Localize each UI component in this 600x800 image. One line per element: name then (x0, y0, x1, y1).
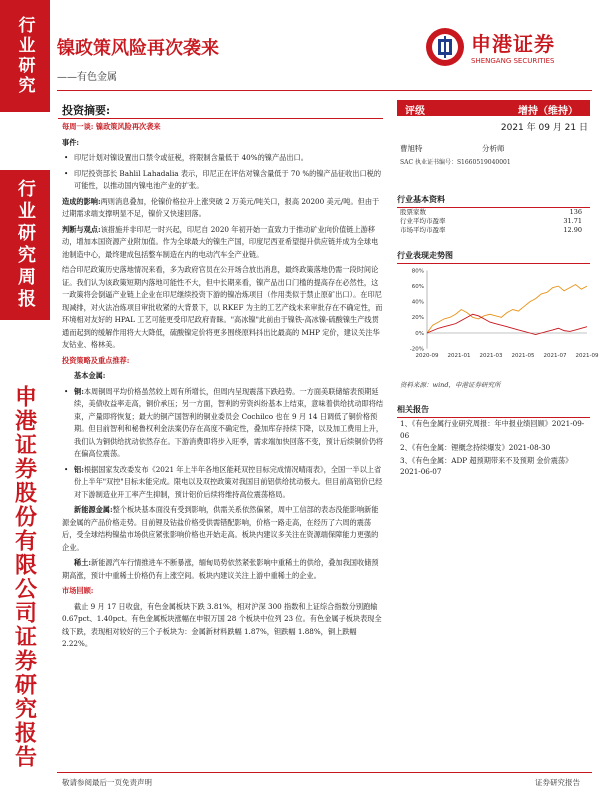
header-divider (57, 90, 592, 91)
x-tick-label: 2021-07 (543, 353, 567, 359)
sidebar-company-label: 申港证券股份有限公司证券研究报告 (11, 385, 38, 769)
x-tick-label: 2020-09 (415, 353, 439, 359)
new-energy-text: 整个板块基本面没有受到影响，供需关系依然偏紧，周中工信部的表态没能影响新能源金属的产品价格走势。目前锂及钴盐价格受供需错配影响，价格一路走高，在经历了六周的震荡后，受全球结构镍盐市场供应紧张影响价格也开始走高。板块内建议多关注在资源端保障能力更强的企业。 (62, 505, 379, 552)
summary-divider (58, 118, 383, 119)
x-tick-label: 2021-09 (575, 353, 599, 359)
logo-mark-icon (425, 27, 465, 67)
sidebar-company-block (0, 385, 50, 785)
aluminum-text: 根据国家发改委发布《2021 年上半年各地区能耗双控目标完成情况晴雨表》，全国一半以上省份上半年"双控"目标未能完成。限电以及双控政策对我国目前铝供给扰动极大。但目前高铝价已经对下游制造业开工率产生抑制，预计铝价后续将维持高位震荡格局。 (74, 464, 383, 499)
logo-text-en: SHENGANG SECURITIES (471, 57, 555, 65)
rating-value: 增持（维持） (518, 106, 578, 117)
y-tick-label: 20% (411, 315, 424, 322)
basic-info-value: 136 (569, 208, 582, 216)
facts-heading: 事件: (62, 137, 80, 147)
strategy-heading: 投资策略及重点推荐: (62, 355, 130, 365)
main-column (62, 121, 384, 654)
related-report-item[interactable]: 1、《有色金属行业研究周报：年中报业绩回顾》2021-09-06 (400, 419, 585, 440)
related-reports-heading: 相关报告 (397, 404, 590, 418)
footer-report-type: 证券研究报告 (535, 778, 580, 787)
basic-info-value: 12.90 (563, 226, 582, 234)
market-review-heading: 市场回顾: (62, 586, 94, 595)
analysis-paragraph: 结合印尼政策历史落地情况来看，多为政府官员在公开场合放出消息，最终政策落地仍需一段时间论证。我们认为该政策短期内落地可能性不大，但中长期来看，镍产品出口门槛的提高存在必然性，这一政策将会倒逼产业链上企业在印尼继续投资下游的镍冶炼项目（作用类似于禁止原矿出口）。在印尼现减排，对火法冶炼项目审批收紧的大背景下，以 RKEF 为主的工艺产线未来审批存在不确定性，而环境相对友好的 HPAL 工艺可能更受印尼政府青睐。"高冰镍"此前由于镍铁-高冰镍-硫酸镍生产线贯通而起到的缓解作用将大大降低，硫酸镍定价将更多围绕原料抖出比最高的 MHP 定价，建议关注华友钴业、格林美。 (62, 265, 383, 349)
base-metals-heading: 基本金属: (74, 371, 106, 380)
rare-earth-paragraph (62, 557, 384, 582)
footer-divider (57, 772, 592, 773)
y-tick-label: -20% (409, 346, 424, 353)
weekly-view-heading: 每周一谈: 镍政策风险再次袭来 (62, 122, 161, 131)
new-energy-paragraph (62, 504, 384, 554)
basic-info-row (400, 226, 590, 235)
basic-info-label: 行业平均市盈率 (400, 217, 446, 225)
basic-info-row (400, 208, 590, 217)
performance-chart-heading: 行业表现走势图 (397, 250, 590, 264)
analyst-name: 曹旭特 (400, 144, 423, 153)
new-energy-label: 新能源金属: (74, 505, 113, 514)
sidebar-report-type-block (0, 170, 50, 320)
sidebar-category-block (0, 0, 50, 112)
judgement-text: 该措施并非印尼一时兴起，印尼自 2020 年初开始一直致力于推动矿业向价值链上游移动，增加本国资源产业附加值。作为全球最大的镍生产国，印度尼西亚希望提升供应链并成为全球电池制造中心，最终建成包括整车制造在内的电动汽车全产业链。 (62, 224, 379, 259)
performance-chart (397, 265, 599, 365)
rating-bar (397, 100, 590, 116)
y-tick-label: 40% (411, 299, 424, 306)
judgement-label: 判断与观点: (62, 224, 101, 234)
impact-paragraph (62, 196, 384, 221)
y-tick-label: 0% (415, 331, 424, 337)
fact-item-2: • 印尼投资部长 Bahlil Lahadalia 表示，印尼正在评估对镍含量低于 70 %的镍产品征收出口税的可能性，以推动国内镍电池产业的扩张。 (62, 168, 384, 193)
y-tick-label: 80% (411, 268, 424, 275)
x-tick-label: 2021-01 (447, 353, 471, 359)
related-report-item[interactable]: 3、《有色金属：ADP 超预期带来不及预期 金价震荡》2021-06-07 (400, 455, 573, 476)
sidebar-category-label: 行业研究 (14, 16, 35, 96)
x-tick-label: 2021-03 (479, 353, 503, 359)
rating-label: 评级 (405, 106, 425, 117)
impact-label: 造成的影响: (62, 196, 101, 206)
related-report-item[interactable]: 2、《有色金属：锂概念持续爆发》2021-08-30 (400, 443, 551, 452)
copper-text: 本周铜周平均价格虽然较上周有所增长，但周内呈现震荡下跌趋势。一方面美联储缩表预期延续，美债收益率走高，铜价承压；另一方面，智利的劳资纠纷基本上结束，意味着供给扰动即将结束，产量即将恢复；最大的铜产国智利的铜业委员会 Cochilco 也在 9 月 14 日调低了铜价格预期。但目前智利和秘鲁权利金法案仍存在高度不确定性，叠加库存持续下降，以及加工费用上升，我们认为铜供给扰动依然存在。下游消费即将步入旺季，需求端加快回落不变，预计后续铜价仍将在偏高位震荡。 (74, 386, 384, 458)
basic-info-heading: 行业基本资料 (397, 194, 590, 208)
chart-source-note: 资料来源：wind，申港证券研究所 (400, 381, 501, 389)
report-title: 镍政策风险再次袭来 (57, 38, 219, 59)
sidebar-report-type-label: 行业研究周报 (15, 179, 36, 311)
analyst-title: 分析师 (482, 144, 505, 153)
series-line (427, 285, 587, 333)
copper-paragraph (62, 386, 384, 461)
rare-earth-label: 稀土: (74, 558, 92, 567)
basic-info-label: 市场平均市盈率 (400, 226, 446, 234)
basic-info-value: 31.71 (563, 217, 582, 225)
y-tick-label: 60% (411, 284, 424, 290)
market-review-text: 截止 9 月 17 日收盘，有色金属板块下跌 3.81%，相对沪深 300 指数和上证综合指数分别跑输 0.67pct、1.40pct。有色金属板块涨幅在申银万国 28 个板块中位列 23 位。有色金属子板块表现全线下跌，表现相对较好的三个子板块为：金属新材料跌幅 1.87%，钽跌幅 1.88%，铜上跌幅 2.22%。 (62, 601, 382, 648)
sac-license: SAC 执业证书编号：S1660519040001 (400, 159, 511, 166)
report-date: 2021 年 09 月 21 日 (500, 123, 588, 133)
judgement-paragraph (62, 224, 384, 262)
impact-text: 两则消息叠加，伦镍价格拉升上涨突破 2 万美元/吨关口，报高 20200 美元/吨。但由于过期需求端支撑明显不足，镍价又快速回落。 (62, 196, 380, 218)
aluminum-label: 铝: (74, 464, 84, 474)
basic-info-label: 股票家数 (400, 208, 426, 216)
disclaimer-note: 敬请参阅最后一页免责声明 (62, 778, 152, 787)
rare-earth-text: 新能源汽车行情推进车不断暴涨，缅甸局势依然紧张影响中重稀土的供给，叠加我国收储预期高涨，预计中重稀土价格仍有上涨空间。板块内建议关注上游中重稀土的企业。 (62, 558, 379, 580)
company-logo (425, 25, 595, 73)
left-sidebar (0, 0, 50, 800)
x-tick-label: 2021-05 (511, 353, 535, 359)
fact-item-1: • 印尼计划对镍设置出口禁令或征税，将限制含量低于 40%的镍产品出口。 (62, 152, 384, 165)
copper-label: 铜: (74, 386, 84, 396)
related-reports-list (400, 418, 590, 479)
basic-info-row (400, 217, 590, 226)
basic-info-table (400, 208, 590, 235)
logo-text-cn: 申港证券 (471, 32, 555, 56)
report-subtitle: ——有色金属 (57, 72, 117, 83)
aluminum-paragraph (62, 464, 384, 502)
summary-heading: 投资摘要: (62, 104, 111, 117)
series-line (427, 314, 587, 334)
